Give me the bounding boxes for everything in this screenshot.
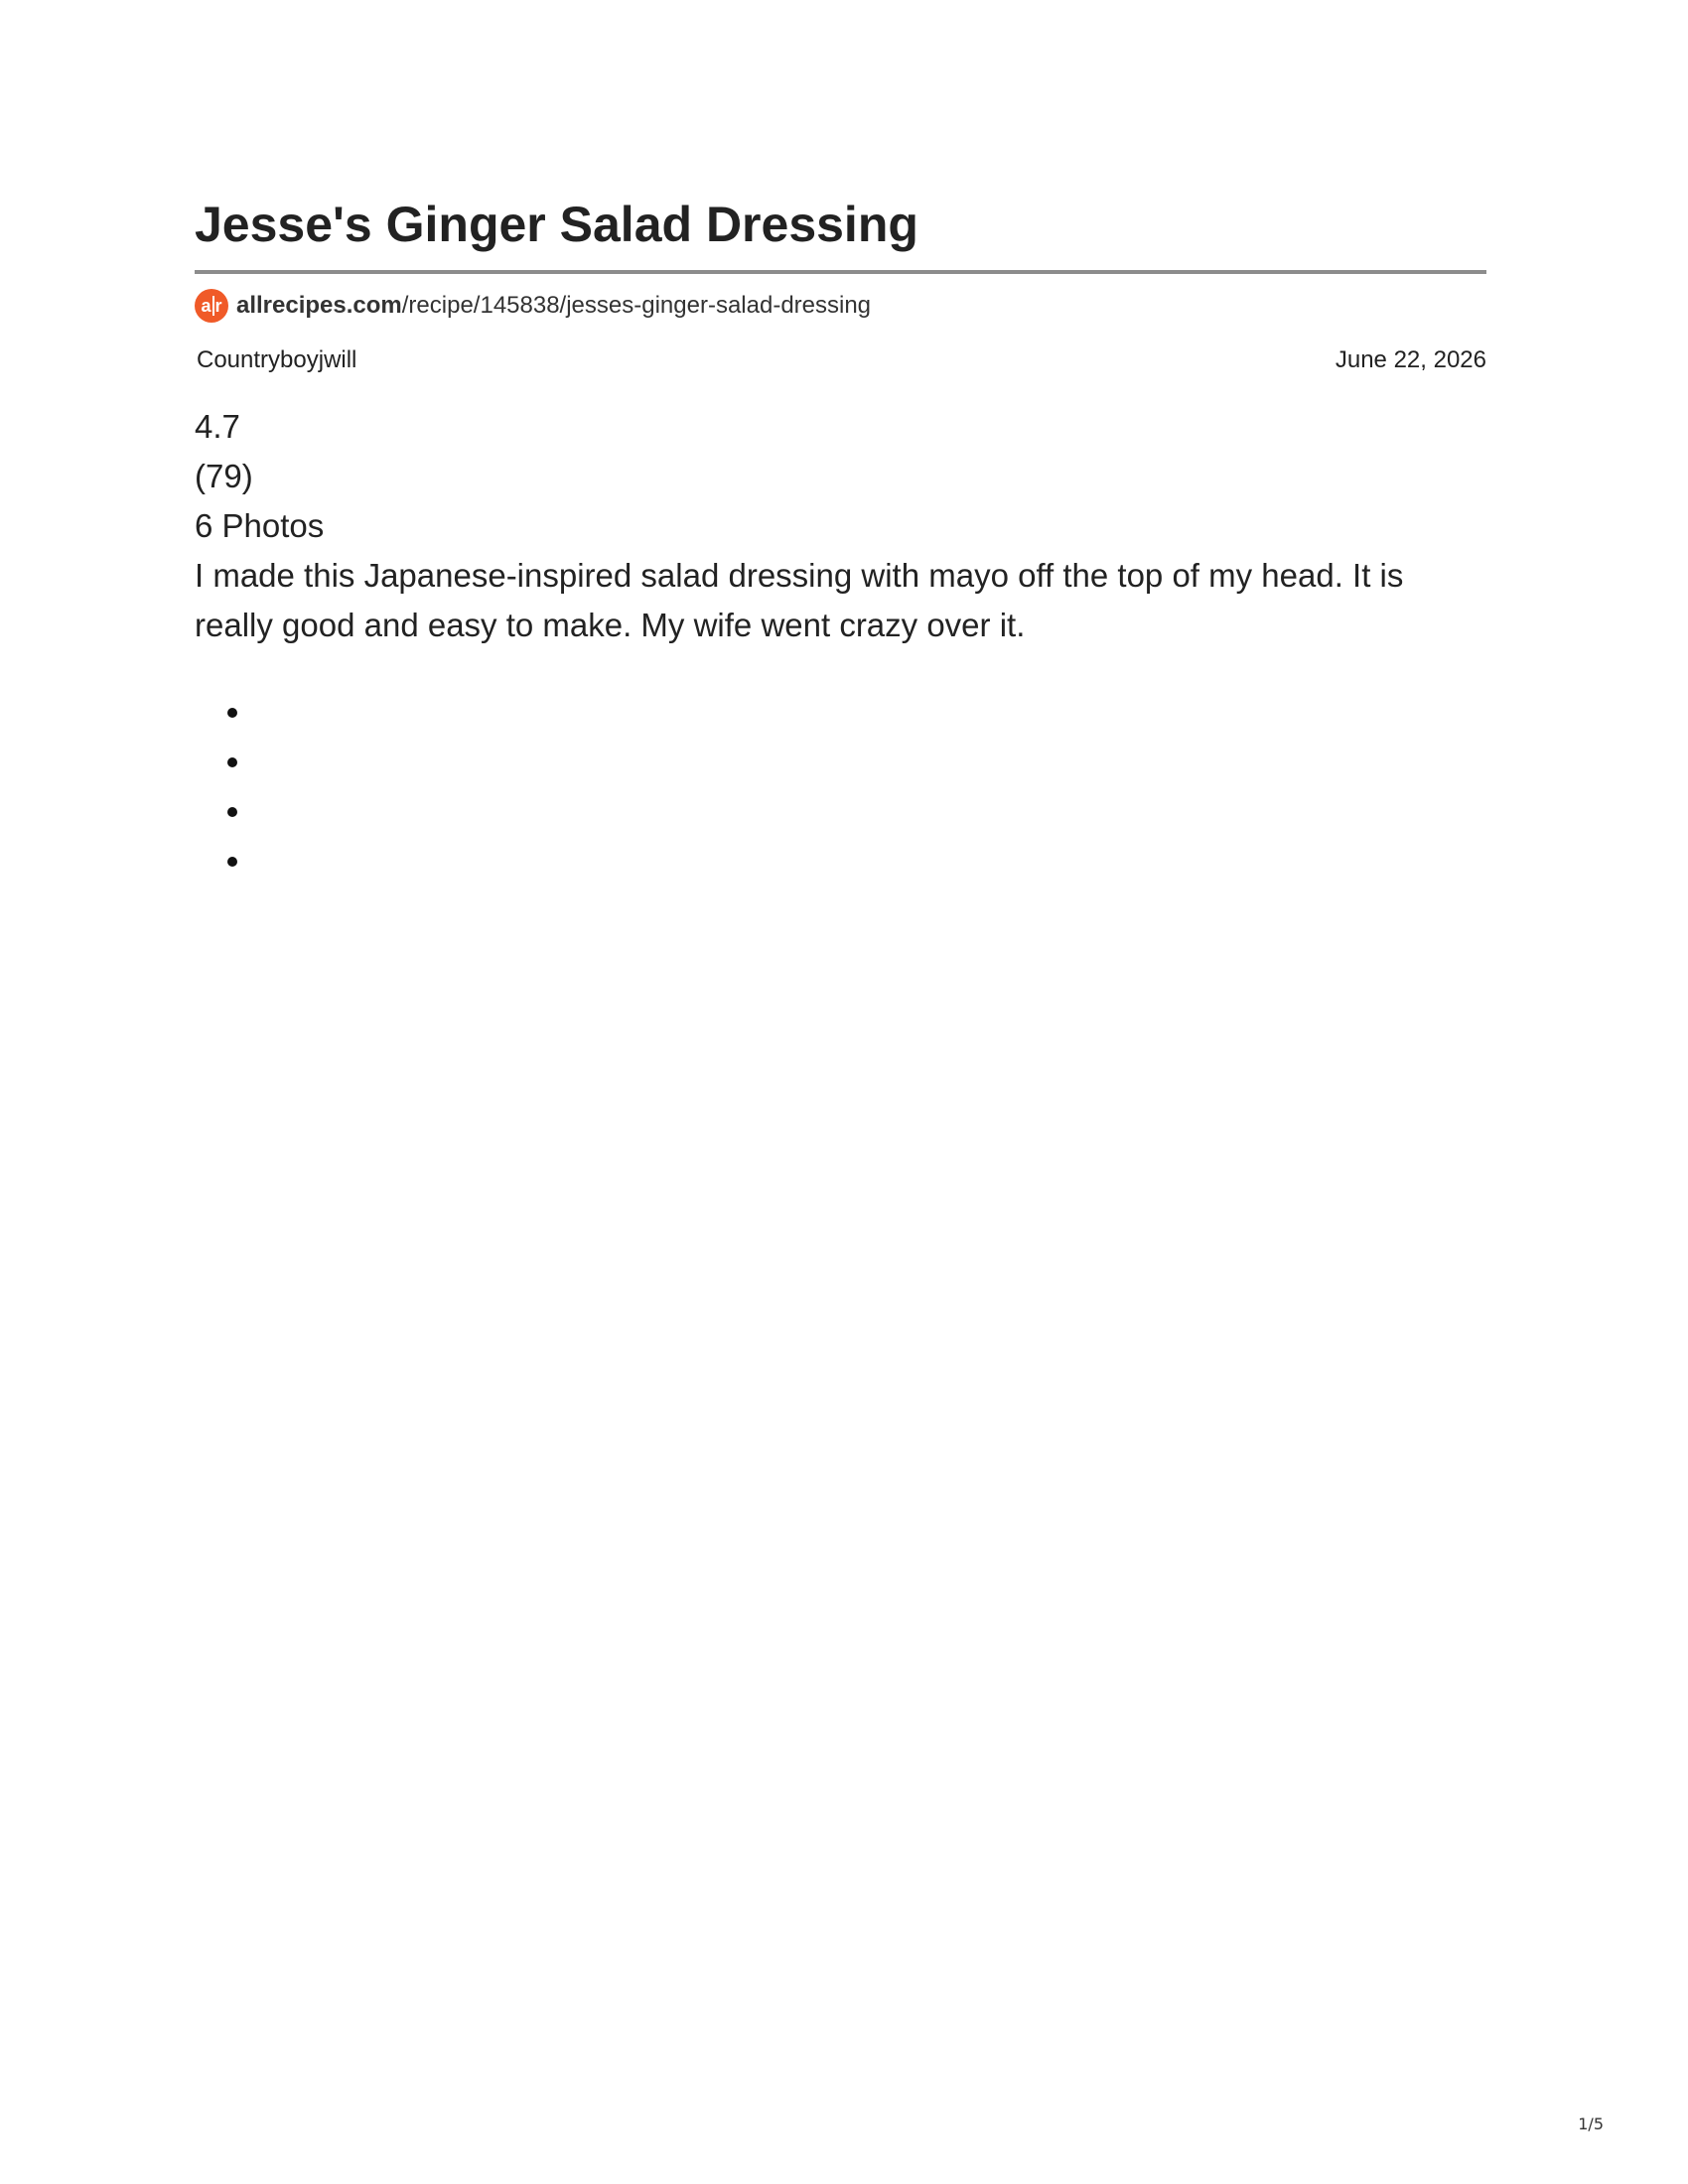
bullet-icon xyxy=(227,708,237,718)
list-item xyxy=(195,837,393,887)
source-path[interactable]: /recipe/145838/jesses-ginger-salad-dressing xyxy=(401,292,872,319)
list-item xyxy=(195,738,393,787)
bullet-icon xyxy=(227,807,237,817)
source-link[interactable] xyxy=(195,288,871,324)
allrecipes-logo-icon: a r xyxy=(195,289,228,323)
photos-count: 6 Photos xyxy=(195,507,325,544)
list-item xyxy=(195,688,393,738)
publish-date: June 22, 2026 xyxy=(1335,346,1486,373)
bullet-list xyxy=(195,688,393,887)
recipe-description: I made this Japanese-inspired salad dressing with mayo off the top of my head. It is really good and easy to make. My wife went crazy over it. xyxy=(195,557,1404,643)
recipe-meta xyxy=(195,402,1486,650)
rating-value: 4.7 xyxy=(195,408,240,445)
bullet-icon xyxy=(227,857,237,867)
source-domain[interactable]: allrecipes.com xyxy=(236,292,402,319)
page-title: Jesse's Ginger Salad Dressing xyxy=(195,197,918,252)
list-item xyxy=(195,787,393,837)
review-count: (79) xyxy=(195,458,253,494)
title-divider xyxy=(195,270,1486,274)
author-name: Countryboyjwill xyxy=(197,346,357,373)
page-number: 1/5 xyxy=(1578,2115,1604,2133)
bullet-icon xyxy=(227,757,237,767)
